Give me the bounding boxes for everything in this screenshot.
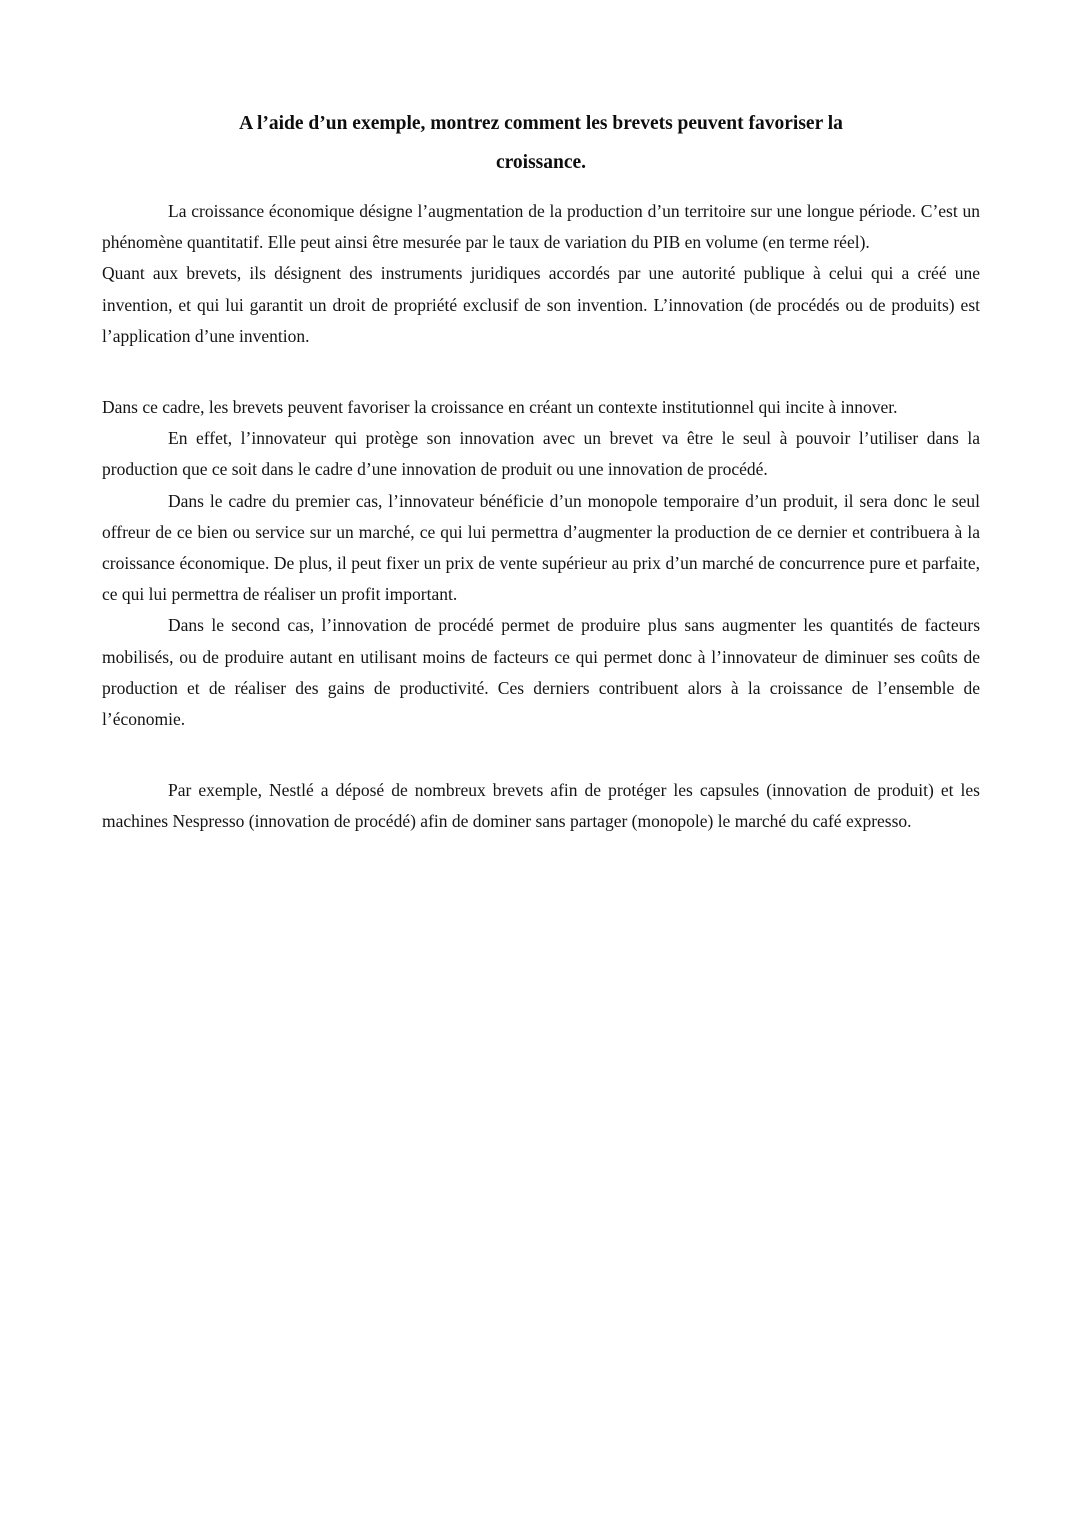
- paragraph-framework: Dans ce cadre, les brevets peuvent favoriser la croissance en créant un contexte institutionnel qui incite à innover.: [102, 397, 898, 418]
- document-title: [102, 104, 980, 182]
- document-title-line-2: croissance.: [495, 152, 587, 173]
- paragraph-patent-definition: Quant aux brevets, ils désignent des instruments juridiques accordés par une autorité publique à celui qui a créé une invention, et qui lui garantit un droit de propriété exclusif de son invention. L’innovation (de procédés ou de produits) est l’application d’une invention.: [102, 263, 980, 346]
- paragraph-growth-definition: La croissance économique désigne l’augmentation de la production d’un territoire sur une longue période. C’est un phénomène quantitatif. Elle peut ainsi être mesurée par le taux de variation du PIB en volume (en terme réel).: [102, 201, 980, 253]
- document-title-line-1: A l’aide d’un exemple, montrez comment les brevets peuvent favoriser la: [239, 113, 843, 134]
- paragraph-innovator-protection: En effet, l’innovateur qui protège son innovation avec un brevet va être le seul à pouvoir l’utiliser dans la production que ce soit dans le cadre d’une innovation de produit ou une innovation de procédé.: [102, 428, 980, 480]
- paragraph-nestle-example: Par exemple, Nestlé a déposé de nombreux brevets afin de protéger les capsules (innovation de produit) et les machines Nespresso (innovation de procédé) afin de dominer sans partager (monopole) le marché du café expresso.: [102, 780, 980, 832]
- paragraph-first-case-monopoly: Dans le cadre du premier cas, l’innovateur bénéficie d’un monopole temporaire d’un produit, il sera donc le seul offreur de ce bien ou service sur un marché, ce qui lui permettra d’augmenter la production de ce dernier et contribuera à la croissance économique. De plus, il peut fixer un prix de vente supérieur au prix d’un marché de concurrence pure et parfaite, ce qui lui permettra de réaliser un profit important.: [102, 490, 980, 605]
- paragraph-second-case-process: Dans le second cas, l’innovation de procédé permet de produire plus sans augmenter les quantités de facteurs mobilisés, ou de produire autant en utilisant moins de facteurs ce qui permet donc à l’innovateur de diminuer ses coûts de production et de réaliser des gains de productivité. Ces derniers contribuent alors à la croissance de l’ensemble de l’économie.: [102, 615, 980, 730]
